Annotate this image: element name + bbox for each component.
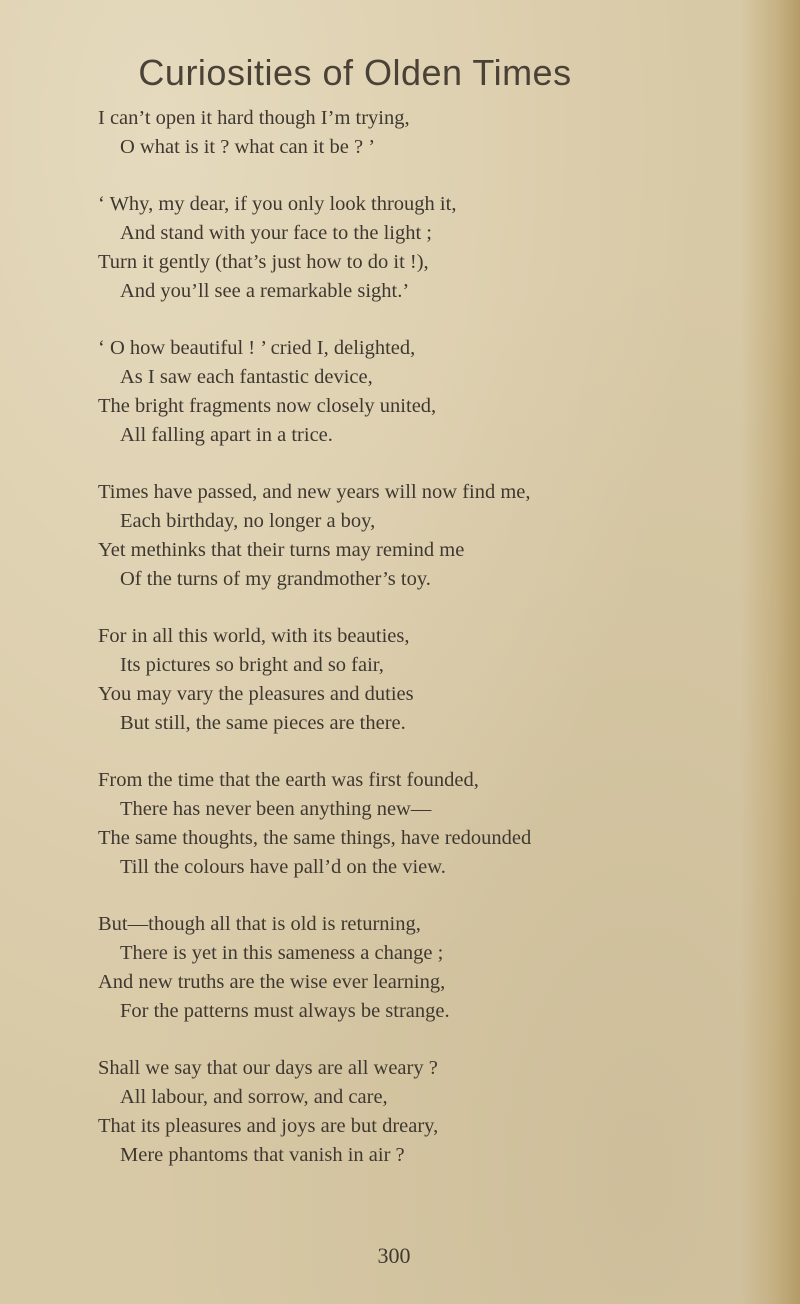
poem-line: Turn it gently (that’s just how to do it !), bbox=[98, 251, 429, 273]
poem-line: There has never been anything new— bbox=[120, 798, 432, 820]
poem-line: Mere phantoms that vanish in air ? bbox=[120, 1144, 405, 1166]
stanza-2 bbox=[98, 190, 758, 306]
poem-line: Its pictures so bright and so fair, bbox=[120, 654, 384, 676]
poem-line: But—though all that is old is returning, bbox=[98, 913, 421, 935]
stanza-1 bbox=[98, 104, 758, 162]
poem-line: You may vary the pleasures and duties bbox=[98, 683, 414, 705]
stanza-8 bbox=[98, 1054, 758, 1170]
poem-line: Of the turns of my grandmother’s toy. bbox=[120, 568, 431, 590]
poem-line: Till the colours have pall’d on the view. bbox=[120, 856, 446, 878]
poem-line: All labour, and sorrow, and care, bbox=[120, 1086, 388, 1108]
stanza-7 bbox=[98, 910, 758, 1026]
page-number-text: 300 bbox=[377, 1243, 411, 1268]
poem-line: That its pleasures and joys are but dreary, bbox=[98, 1115, 439, 1137]
poem-line: ‘ O how beautiful ! ’ cried I, delighted, bbox=[98, 337, 416, 359]
running-header: Curiosities of Olden Times bbox=[138, 52, 572, 93]
poem-line: O what is it ? what can it be ? ’ bbox=[120, 136, 376, 158]
poem bbox=[98, 104, 758, 1198]
stanza-4 bbox=[98, 478, 758, 594]
poem-line: And you’ll see a remarkable sight.’ bbox=[120, 280, 410, 302]
stanza-6 bbox=[98, 766, 758, 882]
poem-line: All falling apart in a trice. bbox=[120, 424, 333, 446]
stanza-3 bbox=[98, 334, 758, 450]
poem-line: ‘ Why, my dear, if you only look through it, bbox=[98, 193, 457, 215]
stanza-5 bbox=[98, 622, 758, 738]
poem-line: For the patterns must always be strange. bbox=[120, 1000, 450, 1022]
poem-line: As I saw each fantastic device, bbox=[120, 366, 373, 388]
poem-line: Yet methinks that their turns may remind me bbox=[98, 539, 465, 561]
poem-line: Times have passed, and new years will now find me, bbox=[98, 481, 531, 503]
poem-line: There is yet in this sameness a change ; bbox=[120, 942, 444, 964]
page-number bbox=[0, 1243, 800, 1269]
poem-line: And new truths are the wise ever learning, bbox=[98, 971, 446, 993]
poem-line: From the time that the earth was first founded, bbox=[98, 769, 479, 791]
poem-line: Each birthday, no longer a boy, bbox=[120, 510, 376, 532]
poem-line: But still, the same pieces are there. bbox=[120, 712, 406, 734]
poem-line: The same thoughts, the same things, have redounded bbox=[98, 827, 532, 849]
poem-line: For in all this world, with its beauties, bbox=[98, 625, 410, 647]
poem-line: Shall we say that our days are all weary ? bbox=[98, 1057, 438, 1079]
poem-line: And stand with your face to the light ; bbox=[120, 222, 432, 244]
poem-line: I can’t open it hard though I’m trying, bbox=[98, 107, 410, 129]
poem-line: The bright fragments now closely united, bbox=[98, 395, 437, 417]
